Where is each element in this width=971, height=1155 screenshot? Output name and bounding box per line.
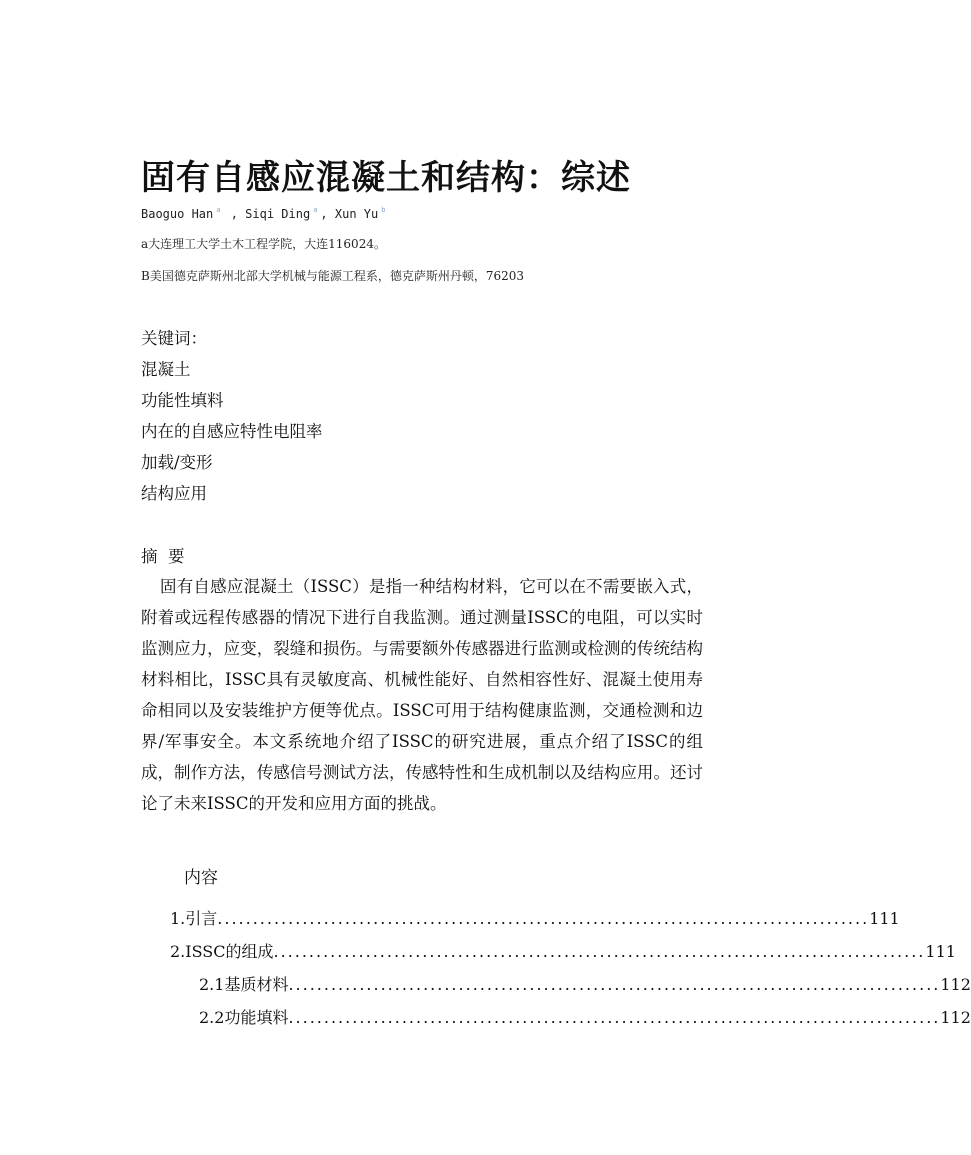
toc-leader-dots: ............................................................................................ [273, 942, 926, 961]
abstract-text: 固有自感应混凝土（ISSC）是指一种结构材料，它可以在不需要嵌入式，附着或远程传感器的情况下进行自我监测。通过测量ISSC的电阻，可以实时监测应力，应变，裂缝和损伤。与需要额外传感器进行监测或检测的传统结构材料相比，ISSC具有灵敏度高、机械性能好、自然相容性好、混凝土使用寿命相同以及安装维护方便等优点。ISSC可用于结构健康监测，交通检测和边界/军事安全。本文系统地介绍了ISSC的研究进展，重点介绍了ISSC的组成，制作方法，传感信号测试方法，传感特性和生成机制以及结构应用。还讨论了未来ISSC的开发和应用方面的挑战。 [141, 577, 703, 813]
keyword-item: 结构应用 [141, 484, 207, 503]
keyword-item: 加载/变形 [141, 453, 213, 472]
keyword-item: 混凝土 [141, 360, 191, 379]
toc-leader-dots: ............................................................................................ [288, 975, 941, 994]
toc-entry-label: 1.引言 [170, 909, 218, 928]
author-name: Baoguo Han [141, 207, 214, 221]
author-separator: , [320, 207, 328, 221]
affiliation-mark: a [313, 206, 318, 214]
author-separator: , [223, 207, 238, 221]
contents-heading: 内容 [184, 868, 218, 888]
keyword-item: 内在的自感应特性电阻率 [141, 422, 323, 441]
toc-entry-label: 2.1基质材料 [199, 975, 289, 994]
affiliation-mark: b [381, 206, 386, 214]
toc-leader-dots: ............................................................................................ [217, 909, 870, 928]
keywords-label: 关键词： [141, 329, 207, 348]
toc-entry[interactable] [199, 1005, 971, 1038]
affiliation-b: B美国德克萨斯州北部大学机械与能源工程系，德克萨斯州丹顿，76203 [141, 269, 524, 283]
abstract-heading: 摘 要 [141, 547, 185, 566]
toc-entry-page: 112 [940, 975, 971, 994]
toc-entry[interactable] [199, 972, 971, 1005]
affiliation-mark: a [216, 206, 221, 214]
toc-entry-page: 111 [869, 909, 900, 928]
toc-entry-page: 111 [925, 942, 956, 961]
keyword-item: 功能性填料 [141, 391, 224, 410]
paper-title: 固有自感应混凝土和结构：综述 [141, 158, 631, 198]
toc-entry[interactable] [170, 906, 900, 939]
affiliation-a: a大连理工大学土木工程学院，大连116024。 [141, 237, 386, 251]
toc-entry-page: 112 [940, 1008, 971, 1027]
keywords-section [141, 323, 323, 509]
author-name: Siqi Ding [245, 207, 311, 221]
toc-leader-dots: ............................................................................................ [288, 1008, 941, 1027]
author-name: Xun Yu [334, 207, 379, 221]
author-list [141, 206, 388, 221]
toc-entry-label: 2.ISSC的组成 [170, 942, 274, 961]
table-of-contents [170, 906, 971, 1038]
toc-entry[interactable] [170, 939, 956, 972]
toc-entry-label: 2.2功能填料 [199, 1008, 289, 1027]
